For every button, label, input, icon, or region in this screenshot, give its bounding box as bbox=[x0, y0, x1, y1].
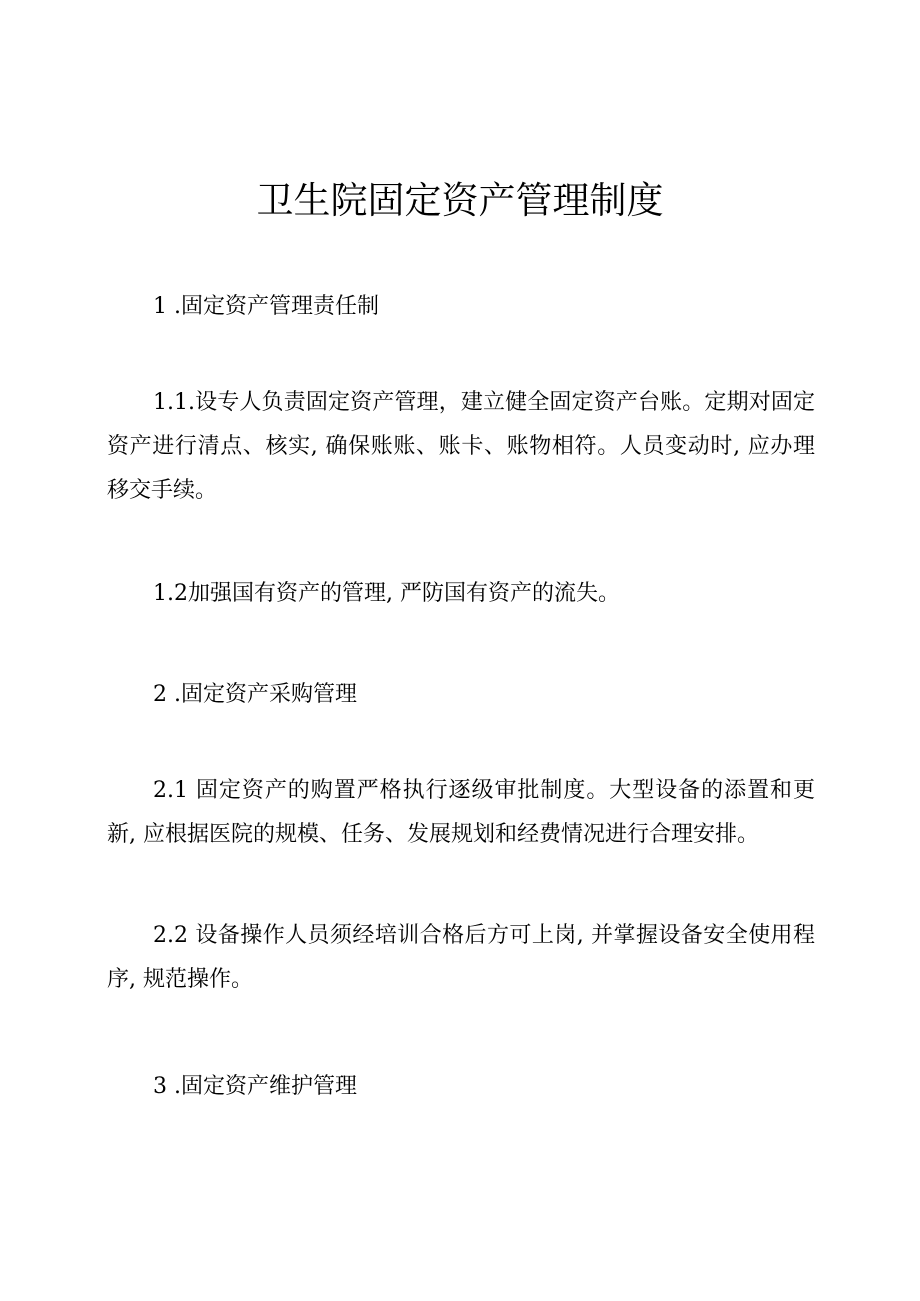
paragraph-2-1: 2.1 固定资产的购置严格执行逐级审批制度。大型设备的添置和更新, 应根据医院的规模、任务、发展规划和经费情况进行合理安排。 bbox=[107, 778, 815, 847]
paragraph-2-2: 2.2 设备操作人员须经培训合格后方可上岗, 并掌握设备安全使用程序, 规范操作。 bbox=[107, 923, 815, 992]
section-1-heading: 1 .固定资产管理责任制 bbox=[153, 294, 379, 319]
section-3-heading: 3 .固定资产维护管理 bbox=[153, 1074, 357, 1099]
paragraph-1-2: 1.2加强国有资产的管理, 严防国有资产的流失。 bbox=[153, 581, 620, 606]
section-2-heading: 2 .固定资产采购管理 bbox=[153, 682, 357, 707]
paragraph-1-1: 1.1.设专人负责固定资产管理，建立健全固定资产台账。定期对固定资产进行清点、核实, 确保账账、账卡、账物相符。人员变动时, 应办理移交手续。 bbox=[107, 390, 815, 503]
document-title: 卫生院固定资产管理制度 bbox=[256, 179, 664, 222]
